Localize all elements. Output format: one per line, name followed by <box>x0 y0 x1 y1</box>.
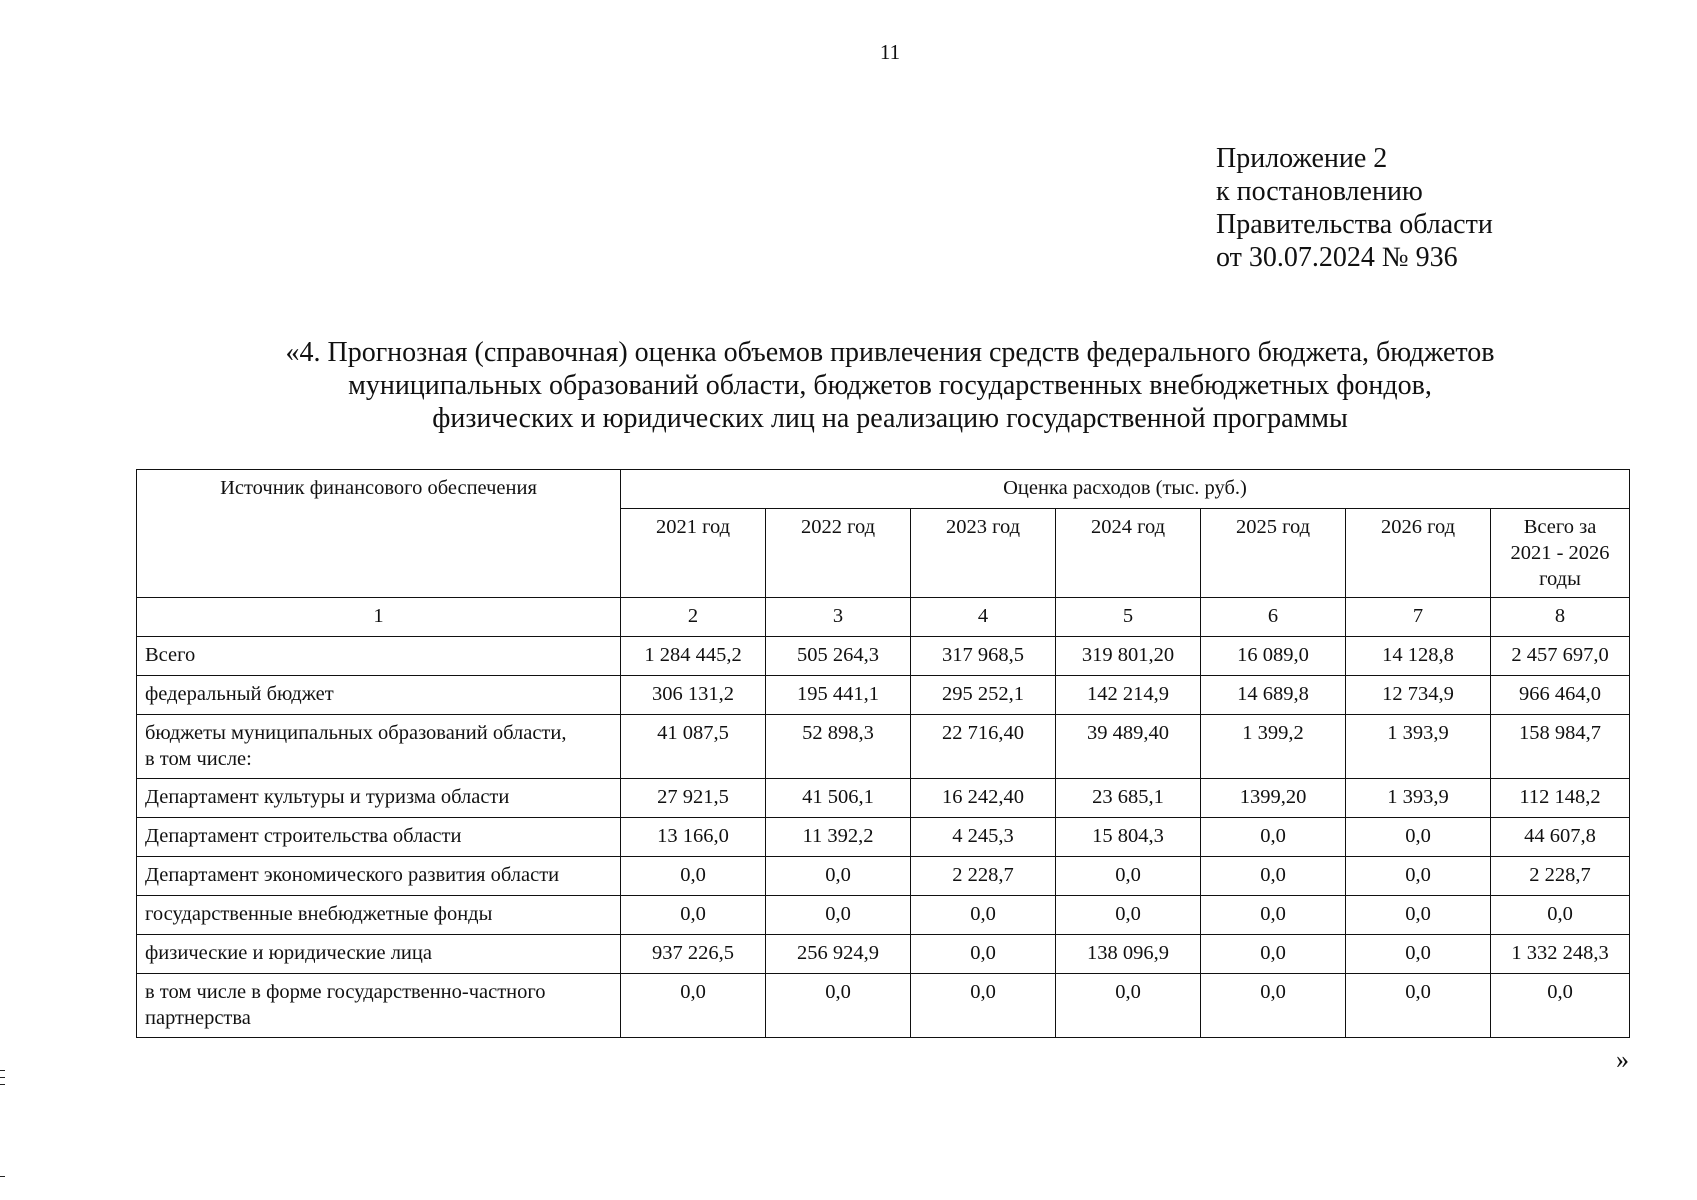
source-cell: государственные внебюджетные фонды <box>137 896 621 935</box>
column-number-cell: 1 <box>137 598 621 637</box>
value-cell: 23 685,1 <box>1056 779 1201 818</box>
title-line: муниципальных образований области, бюджетов государственных внебюджетных фондов, <box>348 370 1432 401</box>
total-value-cell: 2 228,7 <box>1491 857 1630 896</box>
value-cell: 0,0 <box>766 974 911 1038</box>
value-cell: 306 131,2 <box>621 676 766 715</box>
appendix-block <box>1216 142 1493 274</box>
total-value-cell: 0,0 <box>1491 896 1630 935</box>
table-row <box>137 715 1630 779</box>
column-number-cell: 7 <box>1346 598 1491 637</box>
column-number-cell: 6 <box>1201 598 1346 637</box>
value-cell: 0,0 <box>621 857 766 896</box>
table-row <box>137 896 1630 935</box>
column-number-cell: 3 <box>766 598 911 637</box>
value-cell: 142 214,9 <box>1056 676 1201 715</box>
total-value-cell: 0,0 <box>1491 974 1630 1038</box>
source-cell: Всего <box>137 637 621 676</box>
scan-margin-mark <box>0 1077 5 1078</box>
value-cell: 0,0 <box>621 896 766 935</box>
total-value-cell: 158 984,7 <box>1491 715 1630 779</box>
financing-table <box>136 469 1630 1038</box>
source-cell: Департамент экономического развития области <box>137 857 621 896</box>
source-line: бюджеты муниципальных образований области, <box>145 722 567 744</box>
value-cell: 2 228,7 <box>911 857 1056 896</box>
source-cell: Департамент культуры и туризма области <box>137 779 621 818</box>
appendix-line: от 30.07.2024 № 936 <box>1216 242 1458 273</box>
value-cell: 0,0 <box>1201 935 1346 974</box>
value-cell: 505 264,3 <box>766 637 911 676</box>
source-line: партнерства <box>145 1007 251 1029</box>
value-cell: 1 399,2 <box>1201 715 1346 779</box>
expenses-header-cell: Оценка расходов (тыс. руб.) <box>621 470 1630 509</box>
year-header-cell: 2024 год <box>1056 509 1201 598</box>
total-value-cell: 2 457 697,0 <box>1491 637 1630 676</box>
header-row <box>137 470 1630 509</box>
total-value-cell: 112 148,2 <box>1491 779 1630 818</box>
value-cell: 0,0 <box>911 935 1056 974</box>
value-cell: 319 801,20 <box>1056 637 1201 676</box>
value-cell: 14 689,8 <box>1201 676 1346 715</box>
value-cell: 0,0 <box>1201 974 1346 1038</box>
page-number: 11 <box>879 40 901 64</box>
value-cell: 4 245,3 <box>911 818 1056 857</box>
total-header-line: 2021 - 2026 <box>1510 542 1610 564</box>
value-cell: 15 804,3 <box>1056 818 1201 857</box>
table-row <box>137 637 1630 676</box>
value-cell: 937 226,5 <box>621 935 766 974</box>
document-title <box>200 336 1580 435</box>
year-header-cell: 2022 год <box>766 509 911 598</box>
total-value-cell: 966 464,0 <box>1491 676 1630 715</box>
table-row <box>137 974 1630 1038</box>
table-row <box>137 935 1630 974</box>
value-cell: 0,0 <box>1346 818 1491 857</box>
year-header-cell: 2023 год <box>911 509 1056 598</box>
value-cell: 0,0 <box>1056 974 1201 1038</box>
value-cell: 52 898,3 <box>766 715 911 779</box>
scan-margin-mark <box>0 1070 5 1071</box>
total-value-cell: 1 332 248,3 <box>1491 935 1630 974</box>
title-line: «4. Прогнозная (справочная) оценка объемов привлечения средств федерального бюджета, бюджетов <box>285 337 1495 368</box>
column-number-row <box>137 598 1630 637</box>
value-cell: 256 924,9 <box>766 935 911 974</box>
value-cell: 16 242,40 <box>911 779 1056 818</box>
table-row <box>137 857 1630 896</box>
value-cell: 0,0 <box>1346 974 1491 1038</box>
value-cell: 1399,20 <box>1201 779 1346 818</box>
source-cell <box>137 974 621 1038</box>
value-cell: 1 284 445,2 <box>621 637 766 676</box>
table-row <box>137 676 1630 715</box>
column-number-cell: 8 <box>1491 598 1630 637</box>
source-line: в том числе: <box>145 748 252 770</box>
year-header-cell: 2021 год <box>621 509 766 598</box>
value-cell: 39 489,40 <box>1056 715 1201 779</box>
value-cell: 0,0 <box>766 896 911 935</box>
value-cell: 0,0 <box>1201 818 1346 857</box>
source-cell: Департамент строительства области <box>137 818 621 857</box>
value-cell: 0,0 <box>1201 896 1346 935</box>
value-cell: 12 734,9 <box>1346 676 1491 715</box>
value-cell: 41 506,1 <box>766 779 911 818</box>
value-cell: 0,0 <box>1201 857 1346 896</box>
column-number-cell: 2 <box>621 598 766 637</box>
value-cell: 16 089,0 <box>1201 637 1346 676</box>
value-cell: 0,0 <box>621 974 766 1038</box>
total-value-cell: 44 607,8 <box>1491 818 1630 857</box>
value-cell: 0,0 <box>1346 896 1491 935</box>
value-cell: 138 096,9 <box>1056 935 1201 974</box>
appendix-line: Правительства области <box>1216 209 1493 240</box>
column-number-cell: 5 <box>1056 598 1201 637</box>
value-cell: 22 716,40 <box>911 715 1056 779</box>
source-cell <box>137 715 621 779</box>
value-cell: 0,0 <box>1056 896 1201 935</box>
value-cell: 41 087,5 <box>621 715 766 779</box>
closing-quote: » <box>1616 1045 1629 1074</box>
value-cell: 0,0 <box>1346 857 1491 896</box>
value-cell: 295 252,1 <box>911 676 1056 715</box>
value-cell: 0,0 <box>1056 857 1201 896</box>
year-header-cell: 2025 год <box>1201 509 1346 598</box>
year-header-cell: 2026 год <box>1346 509 1491 598</box>
value-cell: 195 441,1 <box>766 676 911 715</box>
value-cell: 0,0 <box>1346 935 1491 974</box>
total-header-line: годы <box>1539 568 1581 590</box>
value-cell: 27 921,5 <box>621 779 766 818</box>
value-cell: 0,0 <box>911 974 1056 1038</box>
value-cell: 0,0 <box>911 896 1056 935</box>
scan-margin-mark <box>0 1084 5 1085</box>
value-cell: 14 128,8 <box>1346 637 1491 676</box>
value-cell: 0,0 <box>766 857 911 896</box>
title-line: физических и юридических лиц на реализацию государственной программы <box>432 403 1348 434</box>
appendix-line: к постановлению <box>1216 176 1423 207</box>
value-cell: 317 968,5 <box>911 637 1056 676</box>
table-row <box>137 818 1630 857</box>
total-header-line: Всего за <box>1523 516 1597 538</box>
source-cell: федеральный бюджет <box>137 676 621 715</box>
source-line: в том числе в форме государственно-частного <box>145 981 546 1003</box>
appendix-line: Приложение 2 <box>1216 143 1388 174</box>
value-cell: 1 393,9 <box>1346 779 1491 818</box>
column-number-cell: 4 <box>911 598 1056 637</box>
source-cell: физические и юридические лица <box>137 935 621 974</box>
source-header-cell: Источник финансового обеспечения <box>137 470 621 598</box>
scan-margin-mark <box>0 1176 5 1177</box>
value-cell: 13 166,0 <box>621 818 766 857</box>
value-cell: 1 393,9 <box>1346 715 1491 779</box>
table-row <box>137 779 1630 818</box>
total-header-cell <box>1491 509 1630 598</box>
value-cell: 11 392,2 <box>766 818 911 857</box>
